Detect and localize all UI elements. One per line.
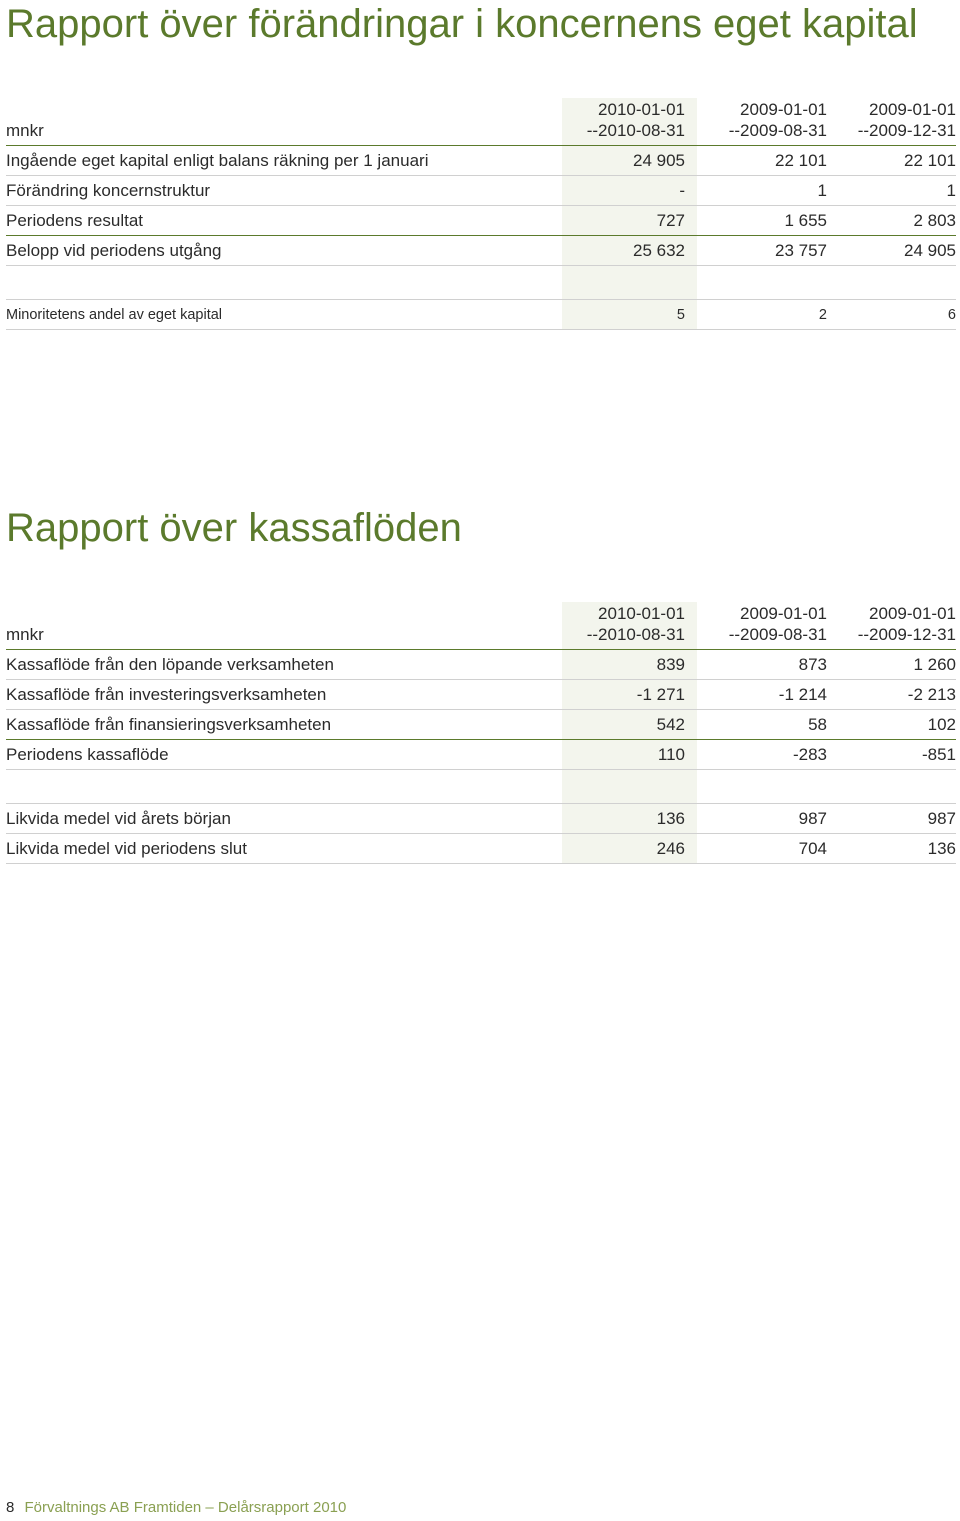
unit-label: mnkr xyxy=(6,625,44,644)
table-row: Kassaflöde från den löpande verksamheten 839 873 1 260 xyxy=(6,650,956,680)
table-row: Kassaflöde från investeringsverksamheten -1 271 -1 214 -2 213 xyxy=(6,680,956,710)
column-header: 2010-01-01 --2010-08-31 xyxy=(586,100,685,140)
column-header: 2009-01-01 --2009-12-31 xyxy=(857,100,956,140)
table-row: Minoritetens andel av eget kapital 5 2 6 xyxy=(6,300,956,330)
column-header: 2009-01-01 --2009-08-31 xyxy=(728,100,827,140)
column-header: 2010-01-01 --2010-08-31 xyxy=(586,604,685,644)
table-header xyxy=(6,602,956,650)
cashflow-title: Rapport över kassaflöden xyxy=(6,506,462,550)
cashflow-table xyxy=(6,602,956,864)
page-number: 8 xyxy=(6,1499,15,1516)
table-row: Likvida medel vid årets början 136 987 987 xyxy=(6,804,956,834)
column-header: 2009-01-01 --2009-12-31 xyxy=(857,604,956,644)
unit-label: mnkr xyxy=(6,121,44,140)
equity-table xyxy=(6,98,956,330)
spacer-row xyxy=(6,266,956,300)
page-footer xyxy=(6,1499,346,1516)
footer-text: Förvaltnings AB Framtiden – Delårsrapport 2010 xyxy=(24,1499,347,1516)
table-row: Kassaflöde från finansieringsverksamheten 542 58 102 xyxy=(6,710,956,740)
equity-title: Rapport över förändringar i koncernens eget kapital xyxy=(6,2,918,46)
table-row: Förändring koncernstruktur - 1 1 xyxy=(6,176,956,206)
table-row: Belopp vid periodens utgång 25 632 23 757 24 905 xyxy=(6,236,956,266)
table-row: Ingående eget kapital enligt balans räkning per 1 januari 24 905 22 101 22 101 xyxy=(6,146,956,176)
column-header: 2009-01-01 --2009-08-31 xyxy=(728,604,827,644)
table-header xyxy=(6,98,956,146)
table-row: Periodens resultat 727 1 655 2 803 xyxy=(6,206,956,236)
spacer-row xyxy=(6,770,956,804)
table-row: Likvida medel vid periodens slut 246 704 136 xyxy=(6,834,956,864)
table-row: Periodens kassaflöde 110 -283 -851 xyxy=(6,740,956,770)
